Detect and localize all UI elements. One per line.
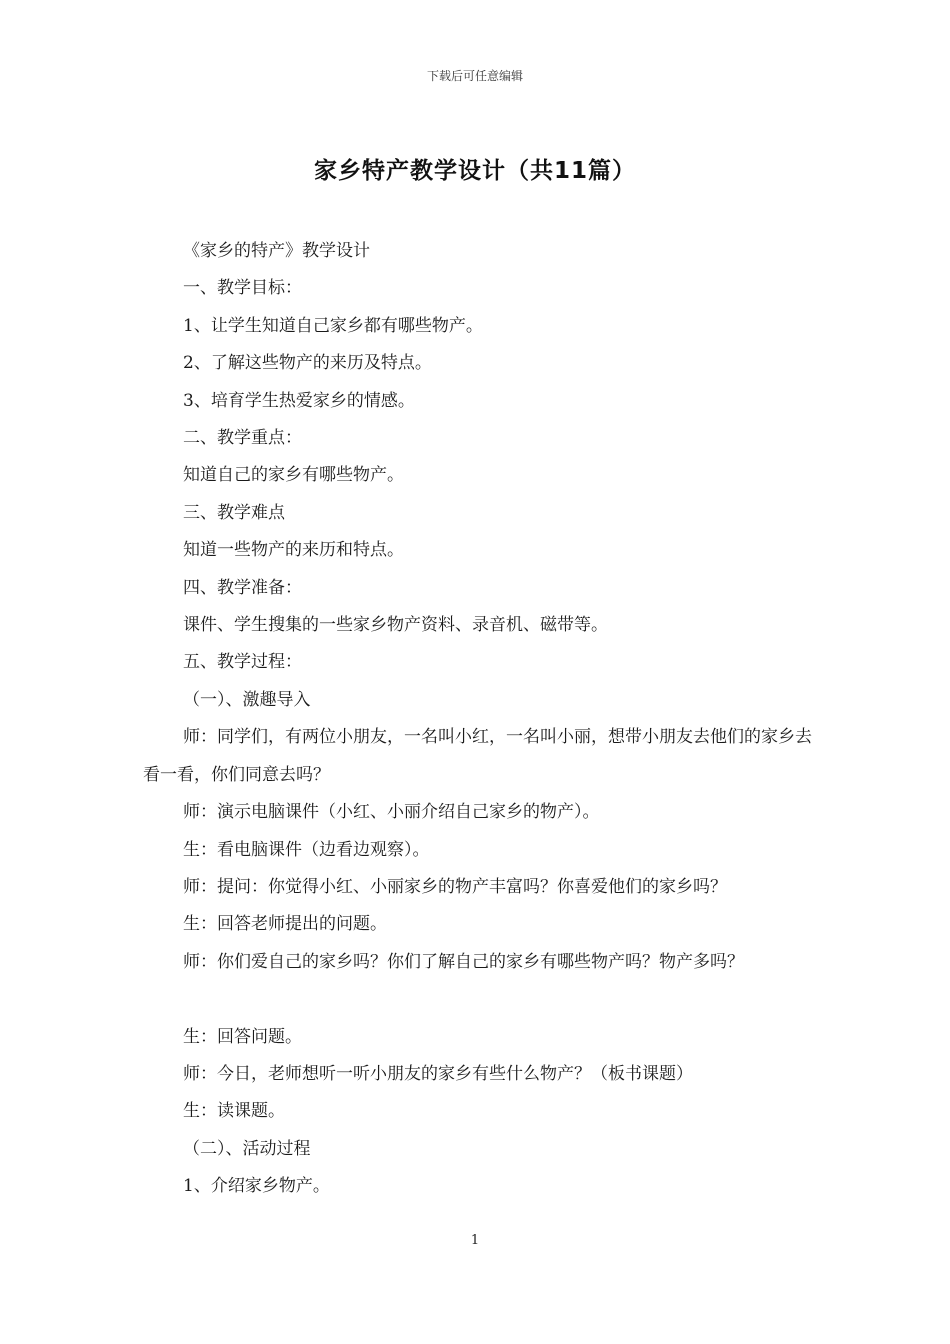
document-body [143, 233, 823, 1206]
paragraph: （二）、活动过程 [183, 1138, 311, 1159]
paragraph: 师：提问：你觉得小红、小丽家乡的物产丰富吗？你喜爱他们的家乡吗？ [183, 876, 727, 897]
page-number: 1 [470, 1233, 480, 1248]
header-note: 下载后可任意编辑 [426, 69, 523, 83]
blank-line [143, 981, 823, 1018]
paragraph: 师：演示电脑课件（小红、小丽介绍自己家乡的物产）。 [183, 802, 600, 823]
paragraph: 师：你们爱自己的家乡吗？你们了解自己的家乡有哪些物产吗？物产多吗？ [183, 951, 744, 972]
paragraph: 1、介绍家乡物产。 [183, 1176, 330, 1197]
paragraph: 课件、学生搜集的一些家乡物产资料、录音机、磁带等。 [183, 615, 608, 636]
paragraph: 生：读课题。 [183, 1101, 285, 1122]
document-title: 家乡特产教学设计（共11篇） [313, 158, 636, 184]
paragraph: 五、教学过程： [183, 652, 302, 673]
paragraph: 知道自己的家乡有哪些物产。 [183, 465, 404, 486]
paragraph: 3、培育学生热爱家乡的情感。 [183, 390, 415, 411]
paragraph: 二、教学重点： [183, 428, 302, 449]
paragraph: 四、教学准备： [183, 577, 302, 598]
paragraph: 1、让学生知道自己家乡都有哪些物产。 [183, 315, 483, 336]
paragraph: 生：看电脑课件（边看边观察）。 [183, 839, 430, 860]
paragraph: 知道一些物产的来历和特点。 [183, 540, 404, 561]
paragraph: 生：回答问题。 [183, 1026, 302, 1047]
paragraph: 2、了解这些物产的来历及特点。 [183, 353, 432, 374]
paragraph: 三、教学难点 [183, 502, 285, 523]
paragraph: 师：同学们，有两位小朋友，一名叫小红，一名叫小丽，想带小朋友去他们的家乡去看一看，你们同意去吗？ [143, 727, 812, 785]
paragraph: （一）、激趣导入 [183, 689, 311, 710]
paragraph: 一、教学目标： [183, 278, 302, 299]
paragraph: 生：回答老师提出的问题。 [183, 914, 387, 935]
paragraph: 《家乡的特产》教学设计 [183, 241, 370, 261]
paragraph: 师：今日，老师想听一听小朋友的家乡有些什么物产？（板书课题） [183, 1063, 693, 1084]
